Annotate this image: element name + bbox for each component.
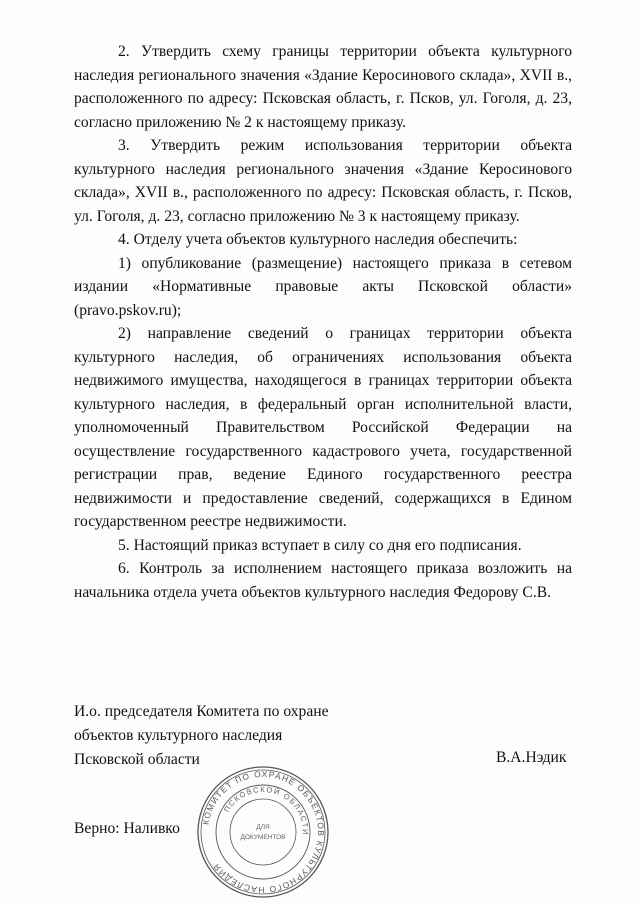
seal-inner-text: ПСКОВСКОЙ ОБЛАСТИ xyxy=(222,784,311,836)
seal-outer-text: КОМИТЕТ ПО ОХРАНЕ ОБЪЕКТОВ КУЛЬТУРНОГО НАСЛЕДИЯ xyxy=(200,768,327,896)
paragraph-6: 6. Контроль за исполнением настоящего приказа возложить на начальника отдела учета объектов культурного наследия Федорову С.В. xyxy=(74,560,572,601)
paragraph-3: 3. Утвердить режим использования территории объекта культурного наследия регионального значения «Здание Керосинового склада», XVII в., расположенного по адресу: Псковская область, г. Псков, ул. Гоголя, д. 23, согласно приложению № 3 к настоящему приказу. xyxy=(74,137,572,225)
official-seal xyxy=(196,765,330,899)
paragraph-5: 5. Настоящий приказ вступает в силу со дня его подписания. xyxy=(118,536,522,554)
document-body xyxy=(74,40,572,604)
signatory-title-line3: Псковской области xyxy=(74,751,200,768)
paragraph-4-2: 2) направление сведений о границах территории объекта культурного наследия, об ограничениях использования объекта недвижимого имущества, находящегося в границах территории объекта культурного наследия, в федеральный орган исполнительной власти, уполномоченный Правительством Российской Федерации на осуществление государственного кадастрового учета, государственной регистрации прав, ведение Единого государственного реестра недвижимости и предоставление сведений, содержащихся в Едином государственном реестре недвижимости. xyxy=(74,325,572,530)
paragraph-4-1: 1) опубликование (размещение) настоящего приказа в сетевом издании «Нормативные правовые акты Псковской области» (pravo.pskov.ru); xyxy=(74,254,572,319)
signatory-title-line1: И.о. председателя Комитета по охране xyxy=(74,703,329,720)
signatory-title-line2: объектов культурного наследия xyxy=(74,727,283,744)
verified-by: Верно: Наливко xyxy=(74,820,180,837)
seal-center-line2: ДОКУМЕНТОВ xyxy=(240,834,286,841)
paragraph-2: 2. Утвердить схему границы территории объекта культурного наследия регионального значения «Здание Керосинового склада», XVII в., расположенного по адресу: Псковская область, г. Псков, ул. Гоголя, д. 23, согласно приложению № 2 к настоящему приказу. xyxy=(74,43,572,131)
paragraph-4: 4. Отделу учета объектов культурного наследия обеспечить: xyxy=(118,231,518,248)
seal-center-line1: ДЛЯ xyxy=(256,824,270,831)
signatory-name: В.А.Нэдик xyxy=(496,749,567,766)
